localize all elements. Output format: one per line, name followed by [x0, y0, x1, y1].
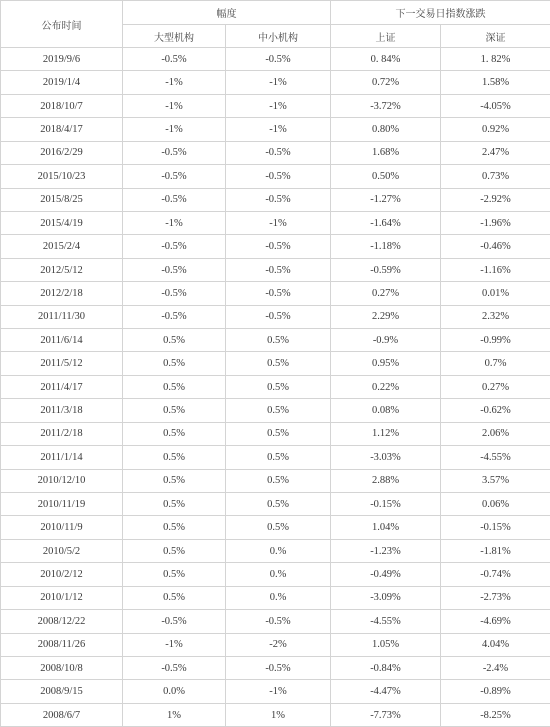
table-row	[1, 633, 550, 656]
shenzhen-change-cell: -1.96%	[441, 211, 550, 234]
table-row	[1, 48, 550, 71]
shanghai-change-cell: -4.47%	[331, 680, 441, 703]
small-medium-institution-cell: -0.5%	[226, 235, 331, 258]
large-institution-cell: 0.5%	[123, 329, 226, 352]
date-cell: 2012/5/12	[1, 258, 123, 281]
small-medium-institution-cell: 0.5%	[226, 469, 331, 492]
shenzhen-change-cell: -8.25%	[441, 703, 550, 726]
large-institution-cell: -1%	[123, 211, 226, 234]
small-medium-institution-cell: -0.5%	[226, 258, 331, 281]
shenzhen-change-cell: 0.06%	[441, 493, 550, 516]
date-cell: 2019/9/6	[1, 48, 123, 71]
small-medium-institution-cell: -1%	[226, 94, 331, 117]
shenzhen-change-cell: -0.62%	[441, 399, 550, 422]
shanghai-change-cell: -0.9%	[331, 329, 441, 352]
date-cell: 2010/11/9	[1, 516, 123, 539]
shanghai-change-cell: -0.84%	[331, 656, 441, 679]
large-institution-cell: -1%	[123, 633, 226, 656]
small-medium-institution-cell: -1%	[226, 118, 331, 141]
date-cell: 2011/11/30	[1, 305, 123, 328]
small-medium-institution-cell: -0.5%	[226, 282, 331, 305]
date-cell: 2010/12/10	[1, 469, 123, 492]
shenzhen-change-cell: 3.57%	[441, 469, 550, 492]
table-row	[1, 352, 550, 375]
shanghai-change-cell: 0.95%	[331, 352, 441, 375]
large-institution-cell: 0.5%	[123, 422, 226, 445]
shenzhen-change-cell: 0.01%	[441, 282, 550, 305]
large-institution-cell: 0.5%	[123, 469, 226, 492]
large-institution-cell: 0.0%	[123, 680, 226, 703]
shenzhen-change-cell: -4.05%	[441, 94, 550, 117]
table-row	[1, 235, 550, 258]
large-institution-cell: 1%	[123, 703, 226, 726]
shanghai-change-cell: 0.50%	[331, 165, 441, 188]
large-institution-cell: 0.5%	[123, 539, 226, 562]
large-institution-cell: 0.5%	[123, 563, 226, 586]
table-row	[1, 305, 550, 328]
shanghai-change-cell: 2.88%	[331, 469, 441, 492]
shanghai-change-cell: 0.80%	[331, 118, 441, 141]
table-row	[1, 282, 550, 305]
shanghai-change-cell: 0.22%	[331, 375, 441, 398]
shanghai-change-cell: -3.03%	[331, 446, 441, 469]
small-medium-institution-cell: 0.5%	[226, 516, 331, 539]
shenzhen-change-cell: 0.92%	[441, 118, 550, 141]
shenzhen-change-cell: 2.06%	[441, 422, 550, 445]
shanghai-change-cell: 1.04%	[331, 516, 441, 539]
table-row	[1, 563, 550, 586]
date-cell: 2015/8/25	[1, 188, 123, 211]
shenzhen-change-cell: -1.81%	[441, 539, 550, 562]
table-row	[1, 375, 550, 398]
shenzhen-change-cell: -2.92%	[441, 188, 550, 211]
shenzhen-change-cell: -0.74%	[441, 563, 550, 586]
shanghai-change-cell: -0.59%	[331, 258, 441, 281]
date-cell: 2016/2/29	[1, 141, 123, 164]
date-cell: 2008/11/26	[1, 633, 123, 656]
shenzhen-change-cell: -4.55%	[441, 446, 550, 469]
shanghai-change-cell: 1.12%	[331, 422, 441, 445]
large-institution-cell: -0.5%	[123, 258, 226, 281]
shanghai-change-cell: -3.09%	[331, 586, 441, 609]
shenzhen-change-cell: -4.69%	[441, 610, 550, 633]
large-institution-cell: -0.5%	[123, 305, 226, 328]
shenzhen-change-cell: 1.58%	[441, 71, 550, 94]
table-row	[1, 94, 550, 117]
large-institution-cell: -1%	[123, 94, 226, 117]
small-medium-institution-cell: 0.5%	[226, 446, 331, 469]
table-row	[1, 493, 550, 516]
amplitude-group-header: 幅度	[123, 1, 331, 25]
date-cell: 2015/10/23	[1, 165, 123, 188]
small-medium-institution-cell: -0.5%	[226, 48, 331, 71]
shenzhen-change-cell: -2.4%	[441, 656, 550, 679]
large-institution-cell: -0.5%	[123, 48, 226, 71]
small-medium-institution-cell: -1%	[226, 680, 331, 703]
shanghai-change-cell: 2.29%	[331, 305, 441, 328]
shenzhen-change-cell: -1.16%	[441, 258, 550, 281]
small-medium-institution-cell: 0.5%	[226, 493, 331, 516]
date-cell: 2011/3/18	[1, 399, 123, 422]
large-institution-cell: -0.5%	[123, 235, 226, 258]
table-row	[1, 329, 550, 352]
shenzhen-change-cell: -0.46%	[441, 235, 550, 258]
small-medium-institution-header: 中小机构	[226, 25, 331, 48]
date-cell: 2008/10/8	[1, 656, 123, 679]
shanghai-change-cell: -1.23%	[331, 539, 441, 562]
table-row	[1, 680, 550, 703]
shanghai-change-cell: 0.27%	[331, 282, 441, 305]
shanghai-change-cell: -1.27%	[331, 188, 441, 211]
small-medium-institution-cell: -0.5%	[226, 141, 331, 164]
large-institution-cell: -0.5%	[123, 610, 226, 633]
date-cell: 2008/9/15	[1, 680, 123, 703]
date-cell: 2010/5/2	[1, 539, 123, 562]
table-row	[1, 539, 550, 562]
shenzhen-change-cell: 4.04%	[441, 633, 550, 656]
shanghai-change-cell: 0. 84%	[331, 48, 441, 71]
shanghai-index-header: 上证	[331, 25, 441, 48]
shenzhen-change-cell: -0.15%	[441, 516, 550, 539]
table-row	[1, 469, 550, 492]
table-row	[1, 399, 550, 422]
table-header	[1, 1, 550, 48]
large-institution-cell: -0.5%	[123, 188, 226, 211]
date-cell: 2011/2/18	[1, 422, 123, 445]
small-medium-institution-cell: -1%	[226, 71, 331, 94]
date-cell: 2015/2/4	[1, 235, 123, 258]
small-medium-institution-cell: 0.5%	[226, 422, 331, 445]
small-medium-institution-cell: -0.5%	[226, 188, 331, 211]
shanghai-change-cell: -0.49%	[331, 563, 441, 586]
shanghai-change-cell: -3.72%	[331, 94, 441, 117]
small-medium-institution-cell: -2%	[226, 633, 331, 656]
shenzhen-change-cell: 1. 82%	[441, 48, 550, 71]
large-institution-cell: 0.5%	[123, 586, 226, 609]
date-cell: 2010/2/12	[1, 563, 123, 586]
small-medium-institution-cell: 0.5%	[226, 329, 331, 352]
date-cell: 2011/6/14	[1, 329, 123, 352]
date-cell: 2010/1/12	[1, 586, 123, 609]
date-cell: 2008/6/7	[1, 703, 123, 726]
large-institution-cell: 0.5%	[123, 399, 226, 422]
small-medium-institution-cell: -0.5%	[226, 305, 331, 328]
shenzhen-index-header: 深证	[441, 25, 550, 48]
small-medium-institution-cell: -1%	[226, 211, 331, 234]
small-medium-institution-cell: 0.5%	[226, 352, 331, 375]
date-cell: 2019/1/4	[1, 71, 123, 94]
table-row	[1, 211, 550, 234]
shanghai-change-cell: 0.08%	[331, 399, 441, 422]
shanghai-change-cell: -1.18%	[331, 235, 441, 258]
large-institution-cell: -0.5%	[123, 141, 226, 164]
table-row	[1, 165, 550, 188]
small-medium-institution-cell: -0.5%	[226, 656, 331, 679]
shanghai-change-cell: 0.72%	[331, 71, 441, 94]
shanghai-change-cell: 1.05%	[331, 633, 441, 656]
shenzhen-change-cell: 0.73%	[441, 165, 550, 188]
small-medium-institution-cell: -0.5%	[226, 165, 331, 188]
shanghai-change-cell: 1.68%	[331, 141, 441, 164]
next-day-change-group-header: 下一交易日指数涨跌	[331, 1, 550, 25]
date-column-header: 公布时间	[1, 1, 123, 48]
small-medium-institution-cell: 0.5%	[226, 375, 331, 398]
shenzhen-change-cell: 0.27%	[441, 375, 550, 398]
shanghai-change-cell: -1.64%	[331, 211, 441, 234]
large-institution-header: 大型机构	[123, 25, 226, 48]
date-cell: 2018/4/17	[1, 118, 123, 141]
small-medium-institution-cell: 0.%	[226, 539, 331, 562]
table-row	[1, 118, 550, 141]
table-row	[1, 422, 550, 445]
shenzhen-change-cell: -2.73%	[441, 586, 550, 609]
large-institution-cell: 0.5%	[123, 493, 226, 516]
small-medium-institution-cell: 1%	[226, 703, 331, 726]
table-row	[1, 586, 550, 609]
date-cell: 2012/2/18	[1, 282, 123, 305]
large-institution-cell: 0.5%	[123, 516, 226, 539]
date-cell: 2011/1/14	[1, 446, 123, 469]
shenzhen-change-cell: 0.7%	[441, 352, 550, 375]
small-medium-institution-cell: -0.5%	[226, 610, 331, 633]
header-row-group	[1, 1, 550, 25]
table-row	[1, 610, 550, 633]
large-institution-cell: -1%	[123, 71, 226, 94]
table-row	[1, 703, 550, 726]
shanghai-change-cell: -0.15%	[331, 493, 441, 516]
small-medium-institution-cell: 0.5%	[226, 399, 331, 422]
shanghai-change-cell: -7.73%	[331, 703, 441, 726]
large-institution-cell: -0.5%	[123, 165, 226, 188]
date-cell: 2018/10/7	[1, 94, 123, 117]
small-medium-institution-cell: 0.%	[226, 586, 331, 609]
small-medium-institution-cell: 0.%	[226, 563, 331, 586]
shenzhen-change-cell: -0.89%	[441, 680, 550, 703]
shanghai-change-cell: -4.55%	[331, 610, 441, 633]
table-row	[1, 446, 550, 469]
date-cell: 2011/4/17	[1, 375, 123, 398]
large-institution-cell: 0.5%	[123, 375, 226, 398]
date-cell: 2010/11/19	[1, 493, 123, 516]
shenzhen-change-cell: 2.32%	[441, 305, 550, 328]
table-row	[1, 258, 550, 281]
date-cell: 2015/4/19	[1, 211, 123, 234]
table-row	[1, 141, 550, 164]
date-cell: 2008/12/22	[1, 610, 123, 633]
large-institution-cell: -0.5%	[123, 282, 226, 305]
shenzhen-change-cell: -0.99%	[441, 329, 550, 352]
large-institution-cell: -0.5%	[123, 656, 226, 679]
large-institution-cell: 0.5%	[123, 446, 226, 469]
table-row	[1, 71, 550, 94]
table-row	[1, 656, 550, 679]
large-institution-cell: -1%	[123, 118, 226, 141]
table-row	[1, 188, 550, 211]
table-row	[1, 516, 550, 539]
date-cell: 2011/5/12	[1, 352, 123, 375]
shenzhen-change-cell: 2.47%	[441, 141, 550, 164]
large-institution-cell: 0.5%	[123, 352, 226, 375]
table-body	[1, 48, 550, 727]
